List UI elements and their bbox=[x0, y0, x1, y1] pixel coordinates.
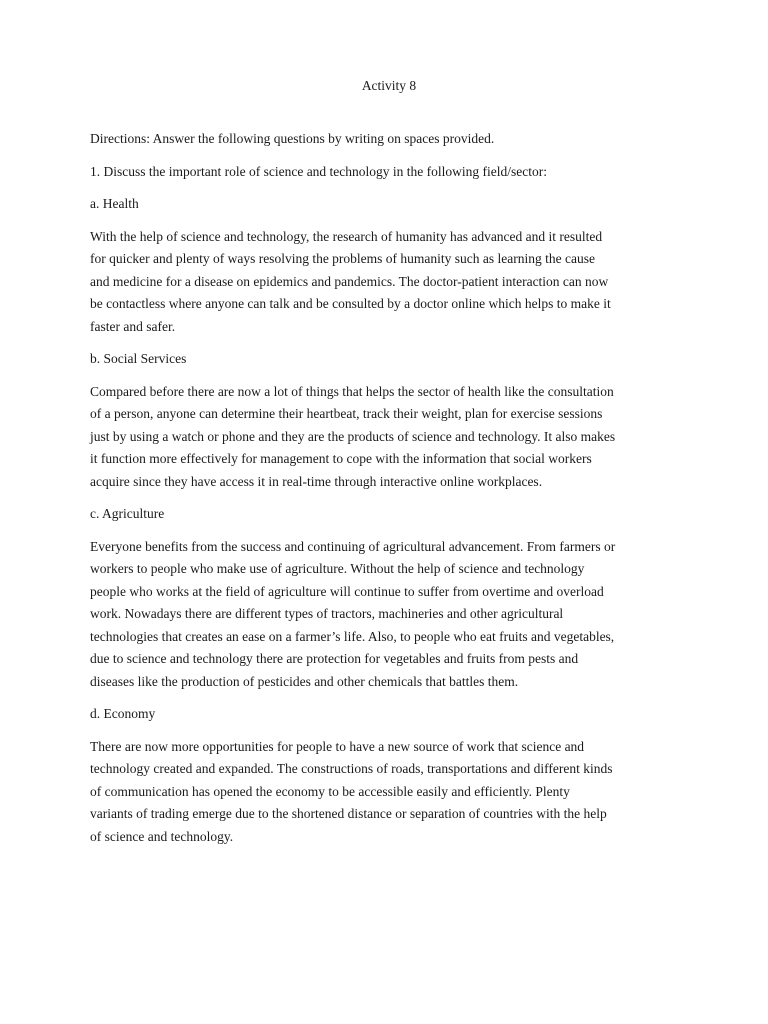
question-text: 1. Discuss the important role of science and technology in the following field/sector: bbox=[90, 163, 548, 179]
section-body: Compared before there are now a lot of things that helps the sector of health like the consultation of a person, anyone can determine their heartbeat, track their weight, plan for exercise sessions just by using a watch or phone and they are the products of science and technology. It also makes it function more effectively for management to cope with the information that social workers acquire since they have access it in real-time through interactive online workplaces. bbox=[90, 383, 616, 489]
section-health bbox=[90, 193, 680, 338]
section-agriculture bbox=[90, 503, 680, 693]
section-social-services bbox=[90, 348, 680, 493]
page-title: Activity 8 bbox=[361, 78, 417, 93]
section-body: Everyone benefits from the success and continuing of agricultural advancement. From farmers or workers to people who make use of agriculture. Without the help of science and technology people who works at the field of agriculture will continue to suffer from overtime and overload work. Nowadays there are different types of tractors, machineries and other agricultural technologies that creates an ease on a farmer’s life. Also, to people who eat fruits and vegetables, due to science and technology there are protection for vegetables and fruits from pests and diseases like the production of pesticides and other chemicals that battles them. bbox=[90, 538, 616, 689]
document-page bbox=[90, 78, 680, 858]
directions-text: Directions: Answer the following questions by writing on spaces provided. bbox=[90, 131, 495, 146]
section-heading: c. Agriculture bbox=[90, 506, 165, 521]
section-body: There are now more opportunities for people to have a new source of work that science and technology created and expanded. The constructions of roads, transportations and different kinds of communication has opened the economy to be accessible easily and efficiently. Plenty variants of trading emerge due to the shortened distance or separation of countries with the help of science and technology. bbox=[90, 738, 613, 844]
section-economy bbox=[90, 703, 680, 848]
section-body: With the help of science and technology, the research of humanity has advanced and it resulted for quicker and plenty of ways resolving the problems of humanity such as learning the cause and medicine for a disease on epidemics and pandemics. The doctor-patient interaction can now be contactless where anyone can talk and be consulted by a doctor online which helps to make it faster and safer. bbox=[90, 228, 611, 334]
section-heading: a. Health bbox=[90, 196, 139, 211]
section-heading: d. Economy bbox=[90, 706, 156, 721]
section-heading: b. Social Services bbox=[90, 351, 187, 366]
